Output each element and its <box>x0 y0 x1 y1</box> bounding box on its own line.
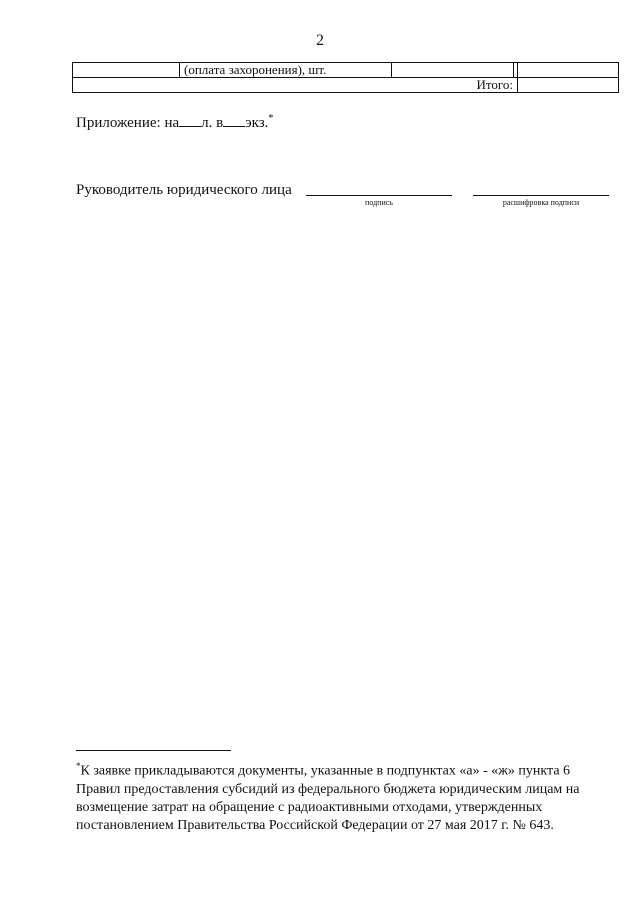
footnote <box>76 757 606 835</box>
signature-line <box>306 195 452 196</box>
table-row <box>73 63 619 78</box>
appendix-footnote-mark: * <box>268 113 274 124</box>
signer-label: Руководитель юридического лица <box>76 182 292 198</box>
decoding-caption: расшифровка подписи <box>502 198 580 207</box>
page-number: 2 <box>316 32 324 49</box>
appendix-copies: экз. <box>245 115 269 131</box>
sheets-blank <box>179 114 201 127</box>
table-cell <box>73 63 180 78</box>
footnote-mark: * <box>76 761 81 771</box>
appendix-prefix: Приложение: <box>76 115 161 131</box>
continuation-table <box>72 62 619 93</box>
decoding-line <box>473 195 609 196</box>
total-label: Итого: <box>73 78 518 93</box>
table-row-total <box>73 78 619 93</box>
signature-caption: подпись <box>365 198 393 207</box>
footnote-text: К заявке прикладываются документы, указанные в подпунктах «а» - «ж» пункта 6 Правил предоставления субсидий из федерального бюджета юридическим лицам на возмещение затрат на обращение с радиоактивными отходами, утвержденных постановлением Правительства Российской Федерации от 27 мая 2017 г. № 643. <box>76 763 580 833</box>
table-cell <box>392 63 514 78</box>
total-value <box>518 78 619 93</box>
table-cell <box>518 63 619 78</box>
appendix-line <box>76 113 273 132</box>
appendix-sheets: л. в <box>201 115 224 131</box>
appendix-on: на <box>164 115 180 131</box>
copies-blank <box>223 114 245 127</box>
footnote-divider <box>76 750 231 751</box>
table-cell-item: (оплата захоронения), шт. <box>180 63 392 78</box>
